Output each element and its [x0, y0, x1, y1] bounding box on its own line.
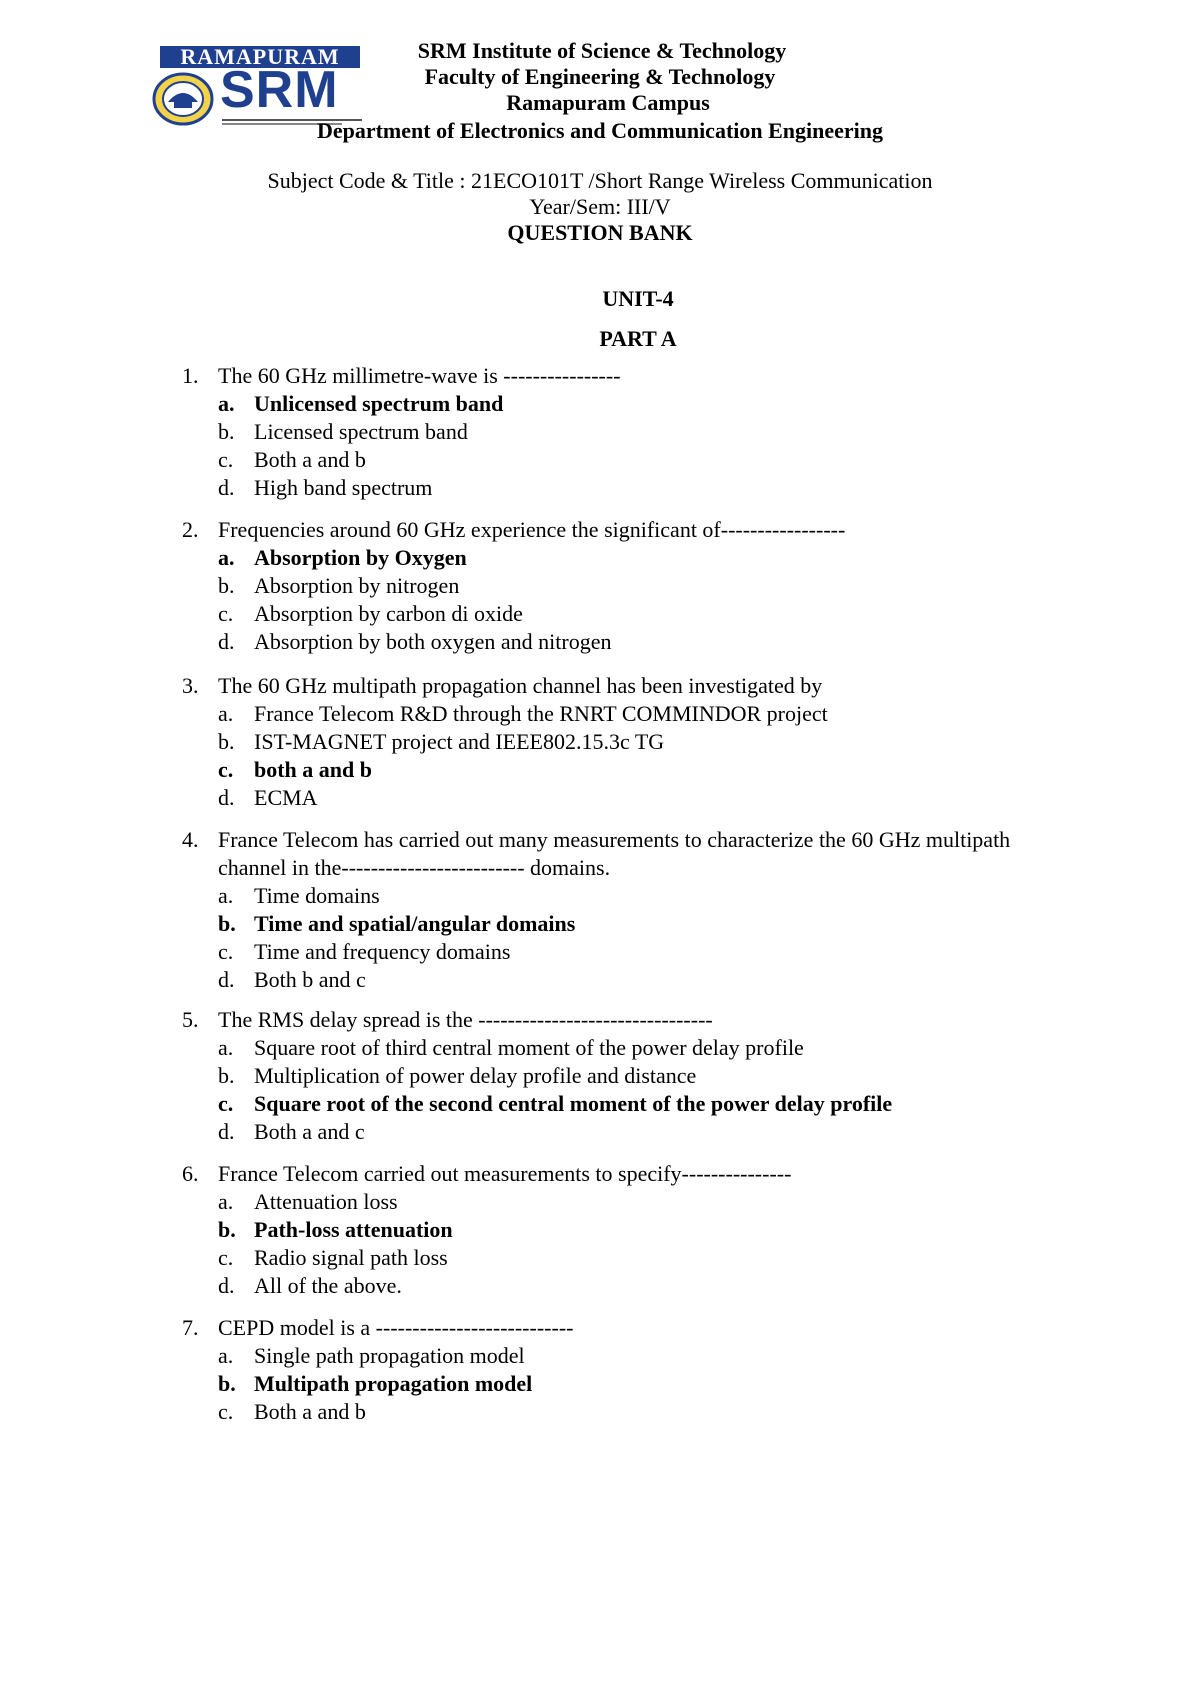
- option-text: Single path propagation model: [254, 1343, 525, 1368]
- faculty-name: Faculty of Engineering & Technology: [424, 64, 776, 89]
- option-letter: c.: [218, 1399, 234, 1424]
- option-correct: [182, 1370, 1062, 1398]
- option-letter: b.: [218, 419, 235, 444]
- question-text: France Telecom carried out measurements to specify---------------: [218, 1161, 792, 1186]
- option-text: Licensed spectrum band: [254, 419, 468, 444]
- question-text: CEPD model is a ---------------------------: [218, 1315, 574, 1340]
- question-3: [182, 672, 1062, 812]
- option-letter: d.: [218, 967, 235, 992]
- question-text: The RMS delay spread is the --------------------------------: [218, 1007, 713, 1032]
- logo-banner-text: RAMAPURAM: [160, 46, 360, 68]
- option: [182, 1244, 1062, 1272]
- option-letter: a.: [218, 1189, 234, 1214]
- option-correct: [182, 544, 1062, 572]
- option: [182, 1188, 1062, 1216]
- option-text: France Telecom R&D through the RNRT COMMINDOR project: [254, 701, 828, 726]
- option: [182, 1118, 1062, 1146]
- option-letter: a.: [218, 701, 234, 726]
- document-type: QUESTION BANK: [507, 220, 693, 245]
- department-name: Department of Electronics and Communication Engineering: [316, 118, 884, 143]
- option-letter: a.: [218, 545, 235, 570]
- option-letter: c.: [218, 1245, 234, 1270]
- option-letter: c.: [218, 939, 234, 964]
- option-letter: c.: [218, 601, 234, 626]
- option-letter: b.: [218, 729, 235, 754]
- option: [182, 728, 1062, 756]
- option-text: Path-loss attenuation: [254, 1217, 453, 1242]
- subject-code-title: Subject Code & Title : 21ECO101T /Short Range Wireless Communication: [267, 168, 933, 193]
- option: [182, 418, 1062, 446]
- option-letter: a.: [218, 1035, 234, 1060]
- option-letter: d.: [218, 1119, 235, 1144]
- option-text: Time and spatial/angular domains: [254, 911, 576, 936]
- question-number: 5.: [182, 1007, 199, 1032]
- question-7: [182, 1314, 1062, 1426]
- option-letter: a.: [218, 883, 234, 908]
- option-letter: a.: [218, 1343, 234, 1368]
- option-letter: d.: [218, 629, 235, 654]
- option-text: Time and frequency domains: [254, 939, 511, 964]
- option-text: Both a and b: [254, 447, 366, 472]
- option-letter: b.: [218, 1217, 236, 1242]
- option: [182, 446, 1062, 474]
- option-text: Both b and c: [254, 967, 366, 992]
- option-text: Radio signal path loss: [254, 1245, 448, 1270]
- option-correct: [182, 390, 1062, 418]
- option-text: Absorption by both oxygen and nitrogen: [254, 629, 612, 654]
- option-correct: [182, 910, 1062, 938]
- option-text: Multipath propagation model: [254, 1371, 533, 1396]
- question-4: [182, 826, 1062, 994]
- option: [182, 700, 1062, 728]
- option-correct: [182, 756, 1062, 784]
- option: [182, 784, 1062, 812]
- option-letter: b.: [218, 573, 235, 598]
- option-text: Both a and b: [254, 1399, 366, 1424]
- option-text: Unlicensed spectrum band: [254, 391, 504, 416]
- question-number: 6.: [182, 1161, 199, 1186]
- option-letter: c.: [218, 447, 234, 472]
- option: [182, 966, 1062, 994]
- question-5: [182, 1006, 1062, 1146]
- option-letter: a.: [218, 391, 235, 416]
- option: [182, 1062, 1062, 1090]
- option-text: Absorption by Oxygen: [254, 545, 467, 570]
- option-text: Absorption by nitrogen: [254, 573, 460, 598]
- question-number: 4.: [182, 827, 199, 852]
- question-stem: [182, 672, 1062, 700]
- option-text: Square root of third central moment of the power delay profile: [254, 1035, 804, 1060]
- question-number: 3.: [182, 673, 199, 698]
- question-text: France Telecom has carried out many measurements to characterize the 60 GHz multipath channel in the------------------------- domains.: [218, 827, 1011, 880]
- question-2: [182, 516, 1062, 656]
- option: [182, 474, 1062, 502]
- option: [182, 1342, 1062, 1370]
- option-text: Time domains: [254, 883, 380, 908]
- option-text: Absorption by carbon di oxide: [254, 601, 523, 626]
- question-text: Frequencies around 60 GHz experience the significant of-----------------: [218, 517, 846, 542]
- question-stem: [182, 516, 1062, 544]
- part-heading: PART A: [599, 326, 677, 351]
- question-number: 1.: [182, 363, 199, 388]
- option: [182, 572, 1062, 600]
- option-letter: c.: [218, 1091, 234, 1116]
- option-text: All of the above.: [254, 1273, 402, 1298]
- question-text: The 60 GHz millimetre-wave is ----------------: [218, 363, 621, 388]
- question-number: 2.: [182, 517, 199, 542]
- option-text: Both a and c: [254, 1119, 365, 1144]
- option-letter: c.: [218, 757, 234, 782]
- option-text: Square root of the second central moment of the power delay profile: [254, 1091, 893, 1116]
- option-text: High band spectrum: [254, 475, 433, 500]
- option-letter: d.: [218, 475, 235, 500]
- option-text: IST-MAGNET project and IEEE802.15.3c TG: [254, 729, 665, 754]
- question-6: [182, 1160, 1062, 1300]
- institute-name: SRM Institute of Science & Technology: [417, 38, 787, 63]
- option-correct: [182, 1090, 1062, 1118]
- unit-heading: UNIT-4: [602, 286, 674, 311]
- question-stem: [182, 826, 1062, 882]
- option: [182, 628, 1062, 656]
- option-text: ECMA: [254, 785, 318, 810]
- year-semester: Year/Sem: III/V: [529, 194, 671, 219]
- option-text: both a and b: [254, 757, 373, 782]
- option-letter: d.: [218, 1273, 235, 1298]
- campus-name: Ramapuram Campus: [506, 90, 710, 115]
- question-1: [182, 362, 1062, 502]
- option-letter: b.: [218, 1371, 236, 1396]
- question-number: 7.: [182, 1315, 199, 1340]
- question-stem: [182, 1006, 1062, 1034]
- question-stem: [182, 1160, 1062, 1188]
- logo-wordmark: SRM: [220, 61, 339, 119]
- option-letter: d.: [218, 785, 235, 810]
- option: [182, 1398, 1062, 1426]
- option-text: Multiplication of power delay profile and distance: [254, 1063, 697, 1088]
- option-text: Attenuation loss: [254, 1189, 398, 1214]
- question-stem: [182, 1314, 1062, 1342]
- option-letter: b.: [218, 911, 236, 936]
- question-stem: [182, 362, 1062, 390]
- option: [182, 1272, 1062, 1300]
- option-letter: b.: [218, 1063, 235, 1088]
- question-text: The 60 GHz multipath propagation channel has been investigated by: [218, 673, 823, 698]
- option-correct: [182, 1216, 1062, 1244]
- option: [182, 1034, 1062, 1062]
- option: [182, 600, 1062, 628]
- option: [182, 882, 1062, 910]
- option: [182, 938, 1062, 966]
